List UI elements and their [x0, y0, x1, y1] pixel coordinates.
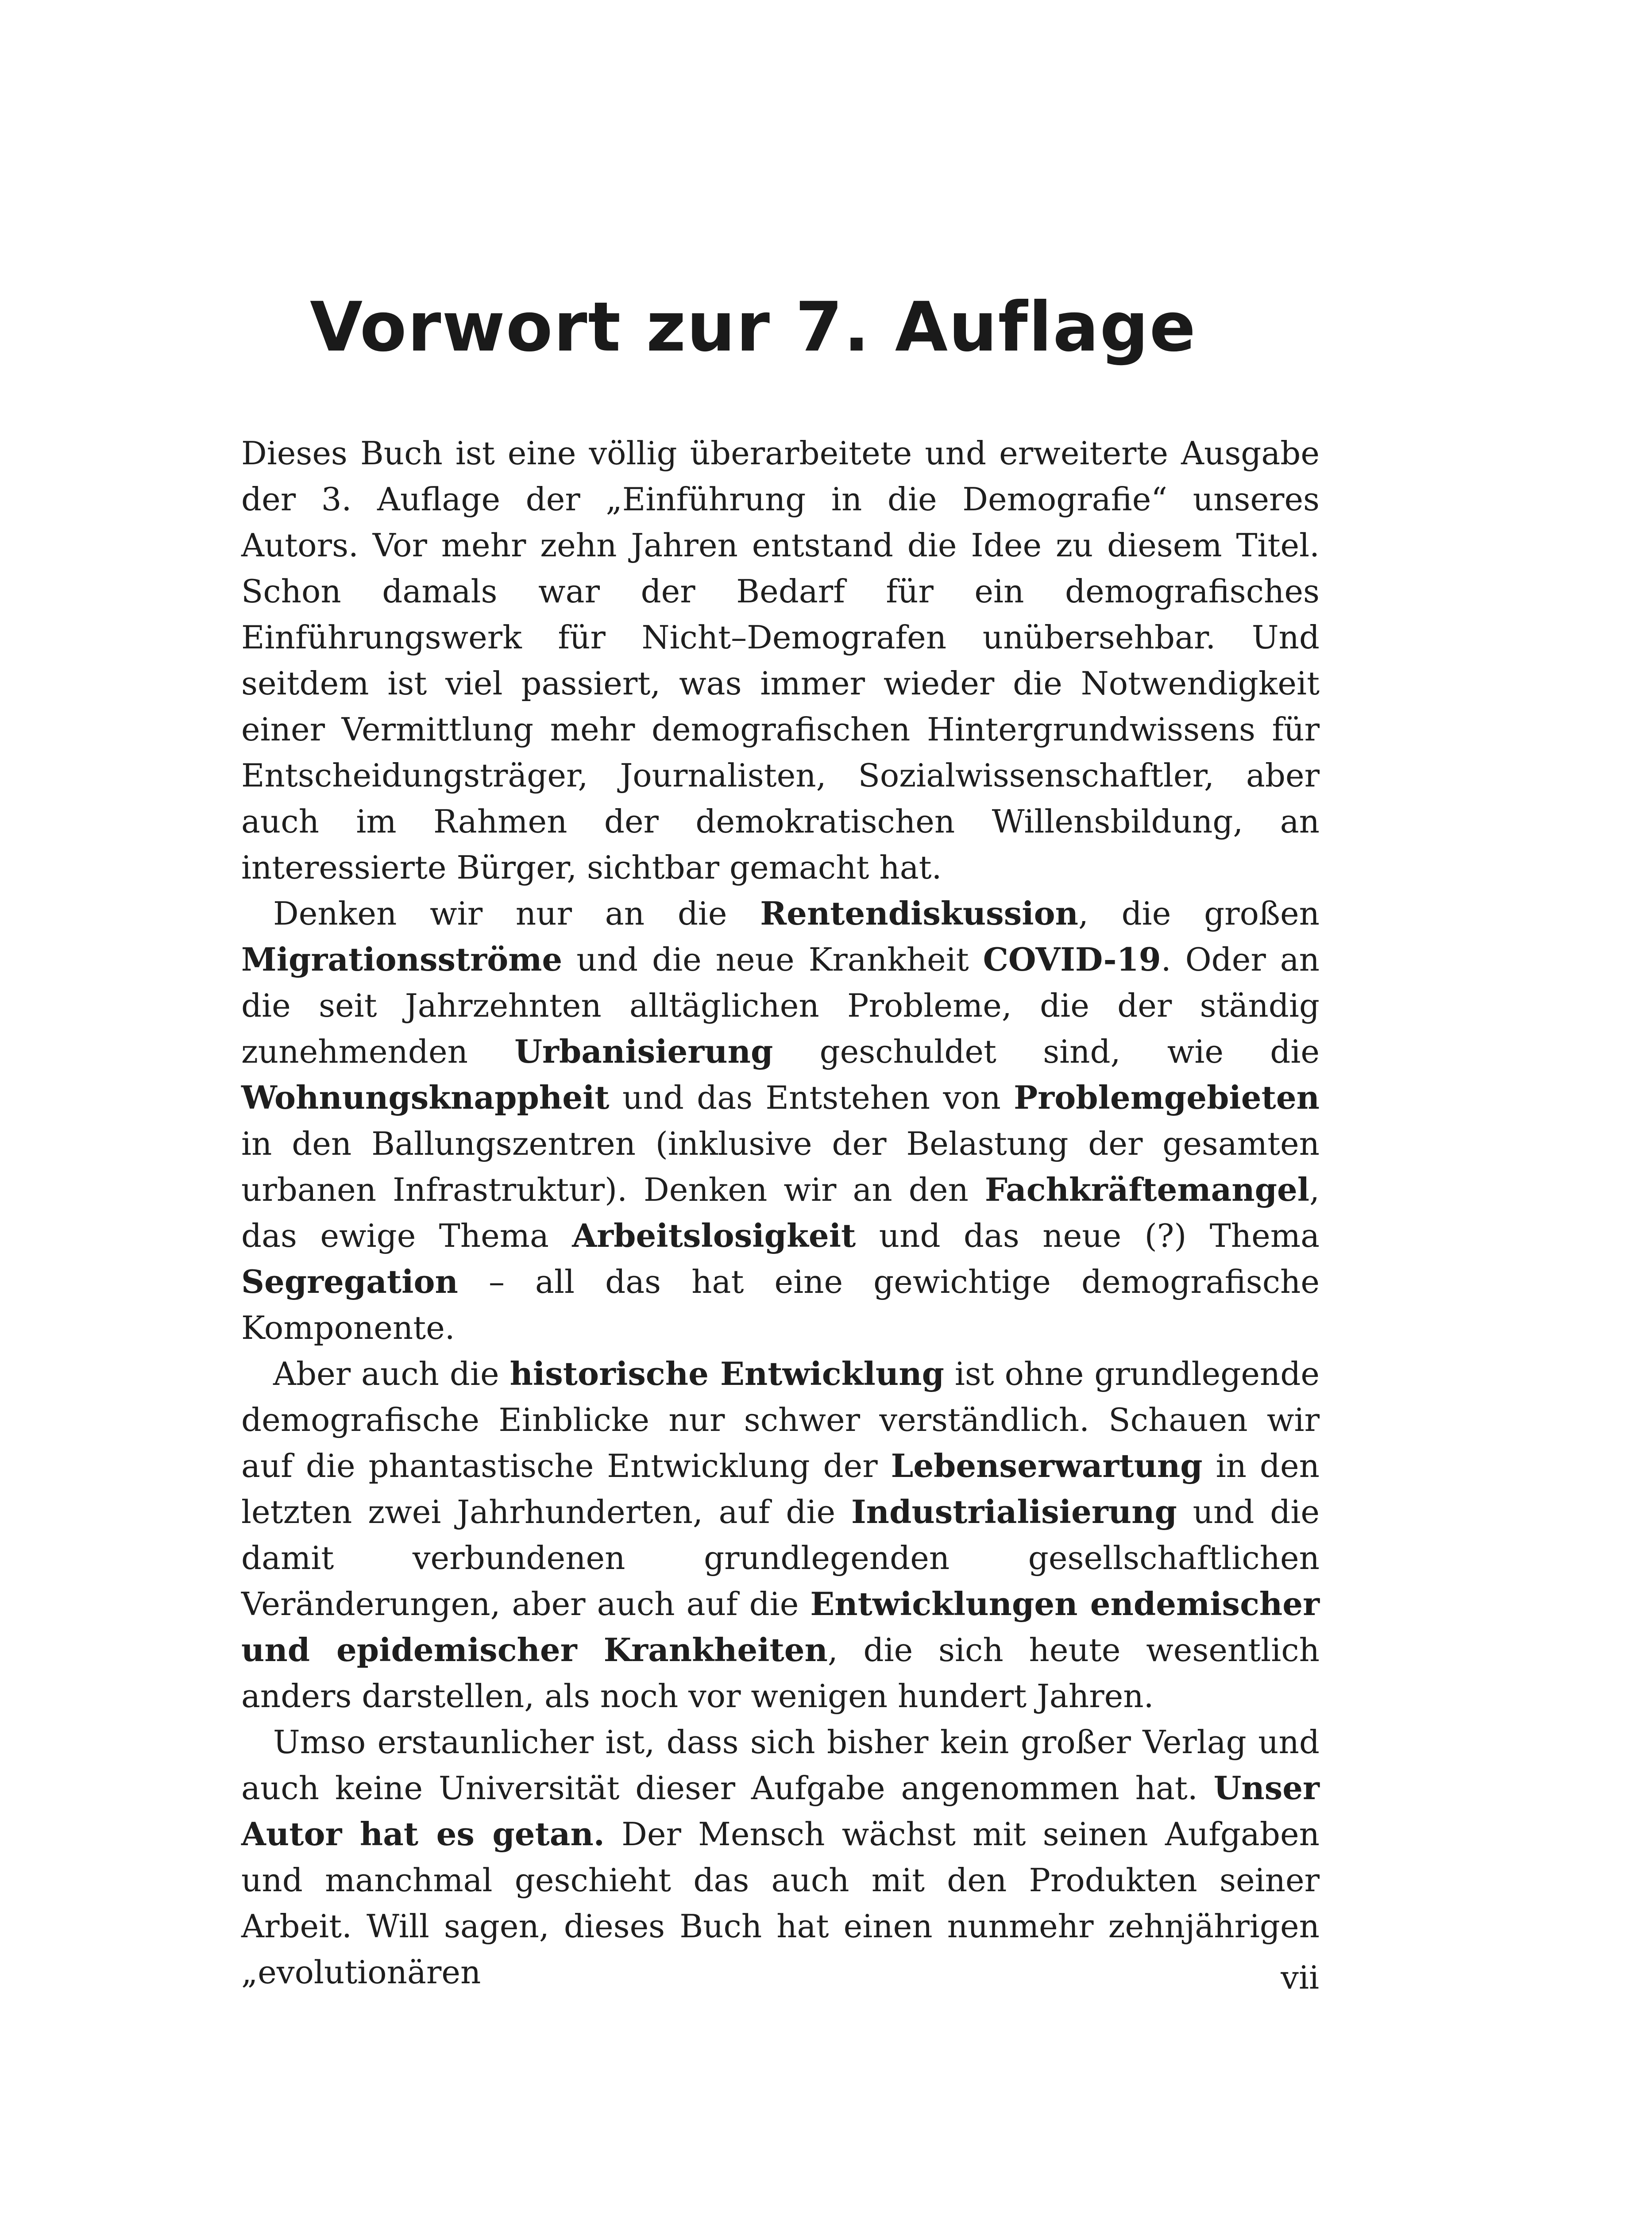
- paragraph: [241, 1719, 1320, 1995]
- text-run: und das Entstehen von: [609, 1079, 1014, 1116]
- bold-term: historische Entwicklung: [509, 1355, 944, 1392]
- page-title: Vorwort zur 7. Auflage: [310, 288, 1197, 367]
- text-run: und die damit verbundenen grundlegenden gesellschaftlichen Veränderungen, aber auch auf die: [241, 1493, 1320, 1623]
- text-run: , die sich heute wesentlich anders darstellen, als noch vor wenigen hundert Jahren.: [241, 1631, 1320, 1715]
- bold-term: Urbanisierung: [514, 1033, 773, 1070]
- text-run: ist ohne grundlegende demografische Einblicke nur schwer verständlich. Schauen wir auf die phantastische Entwicklung der: [241, 1355, 1320, 1484]
- text-run: Aber auch die: [273, 1355, 510, 1392]
- bold-term: COVID-19: [983, 941, 1161, 978]
- bold-term: Fachkräftemangel: [984, 1171, 1310, 1208]
- bold-term: Segregation: [241, 1263, 458, 1300]
- text-run: Dieses Buch ist eine völlig überarbeitete und erweiterte Ausgabe der 3. Auflage der „Einführung in die Demografie“ unseres Autors. Vor mehr zehn Jahren entstand die Idee zu diesem Titel. Schon damals war der Bedarf für ein demografisches Einführungswerk für Nicht–Demografen unübersehbar. Und seitdem ist viel passiert, was immer wieder die Notwendigkeit einer Vermittlung mehr demografischen Hintergrundwissens für Entscheidungsträger, Journalisten, Sozialwissenschaftler, aber auch im Rahmen der demokratischen Willensbildung, an interessierte Bürger, sichtbar gemacht hat.: [241, 435, 1320, 886]
- bold-term: Migrationsströme: [241, 941, 563, 978]
- text-run: – all das hat eine gewichtige demografische Komponente.: [241, 1263, 1320, 1346]
- paragraph: [241, 430, 1320, 891]
- text-run: Umso erstaunlicher ist, dass sich bisher kein großer Verlag und auch keine Universität dieser Aufgabe angenommen hat.: [241, 1723, 1320, 1807]
- bold-term: Problemgebieten: [1014, 1079, 1320, 1116]
- bold-term: Entwicklungen endemischer und epidemischer Krankheiten: [241, 1585, 1320, 1669]
- text-run: Der Mensch wächst mit seinen Aufgaben und manchmal geschieht das auch mit den Produkten seiner Arbeit. Will sagen, dieses Buch hat einen nunmehr zehnjährigen „evolutionären: [241, 1816, 1320, 1991]
- text-run: und das neue (?) Thema: [856, 1217, 1320, 1254]
- bold-term: Unser Autor hat es getan.: [241, 1769, 1320, 1853]
- text-run: Denken wir nur an die: [273, 895, 760, 932]
- text-run: , die großen: [1078, 895, 1320, 932]
- bold-term: Lebenserwartung: [891, 1447, 1203, 1484]
- text-run: geschuldet sind, wie die: [773, 1033, 1320, 1070]
- bold-term: Industrialisierung: [851, 1493, 1177, 1531]
- bold-term: Wohnungsknappheit: [241, 1079, 610, 1116]
- bold-term: Rentendiskussion: [760, 894, 1078, 932]
- bold-term: Arbeitslosigkeit: [572, 1217, 856, 1254]
- text-run: , das ewige Thema: [241, 1171, 1320, 1254]
- page-number: vii: [1281, 1959, 1319, 1996]
- paragraph: [241, 1351, 1320, 1719]
- body-text: [241, 430, 1320, 1995]
- text-run: in den Ballungszentren (inklusive der Belastung der gesamten urbanen Infrastruktur). Denken wir an den: [241, 1125, 1320, 1208]
- text-run: in den letzten zwei Jahrhunderten, auf die: [241, 1447, 1320, 1531]
- paragraph: [241, 891, 1320, 1351]
- text-run: . Oder an die seit Jahrzehnten alltäglichen Probleme, die der ständig zunehmenden: [241, 941, 1320, 1070]
- text-run: und die neue Krankheit: [562, 941, 983, 978]
